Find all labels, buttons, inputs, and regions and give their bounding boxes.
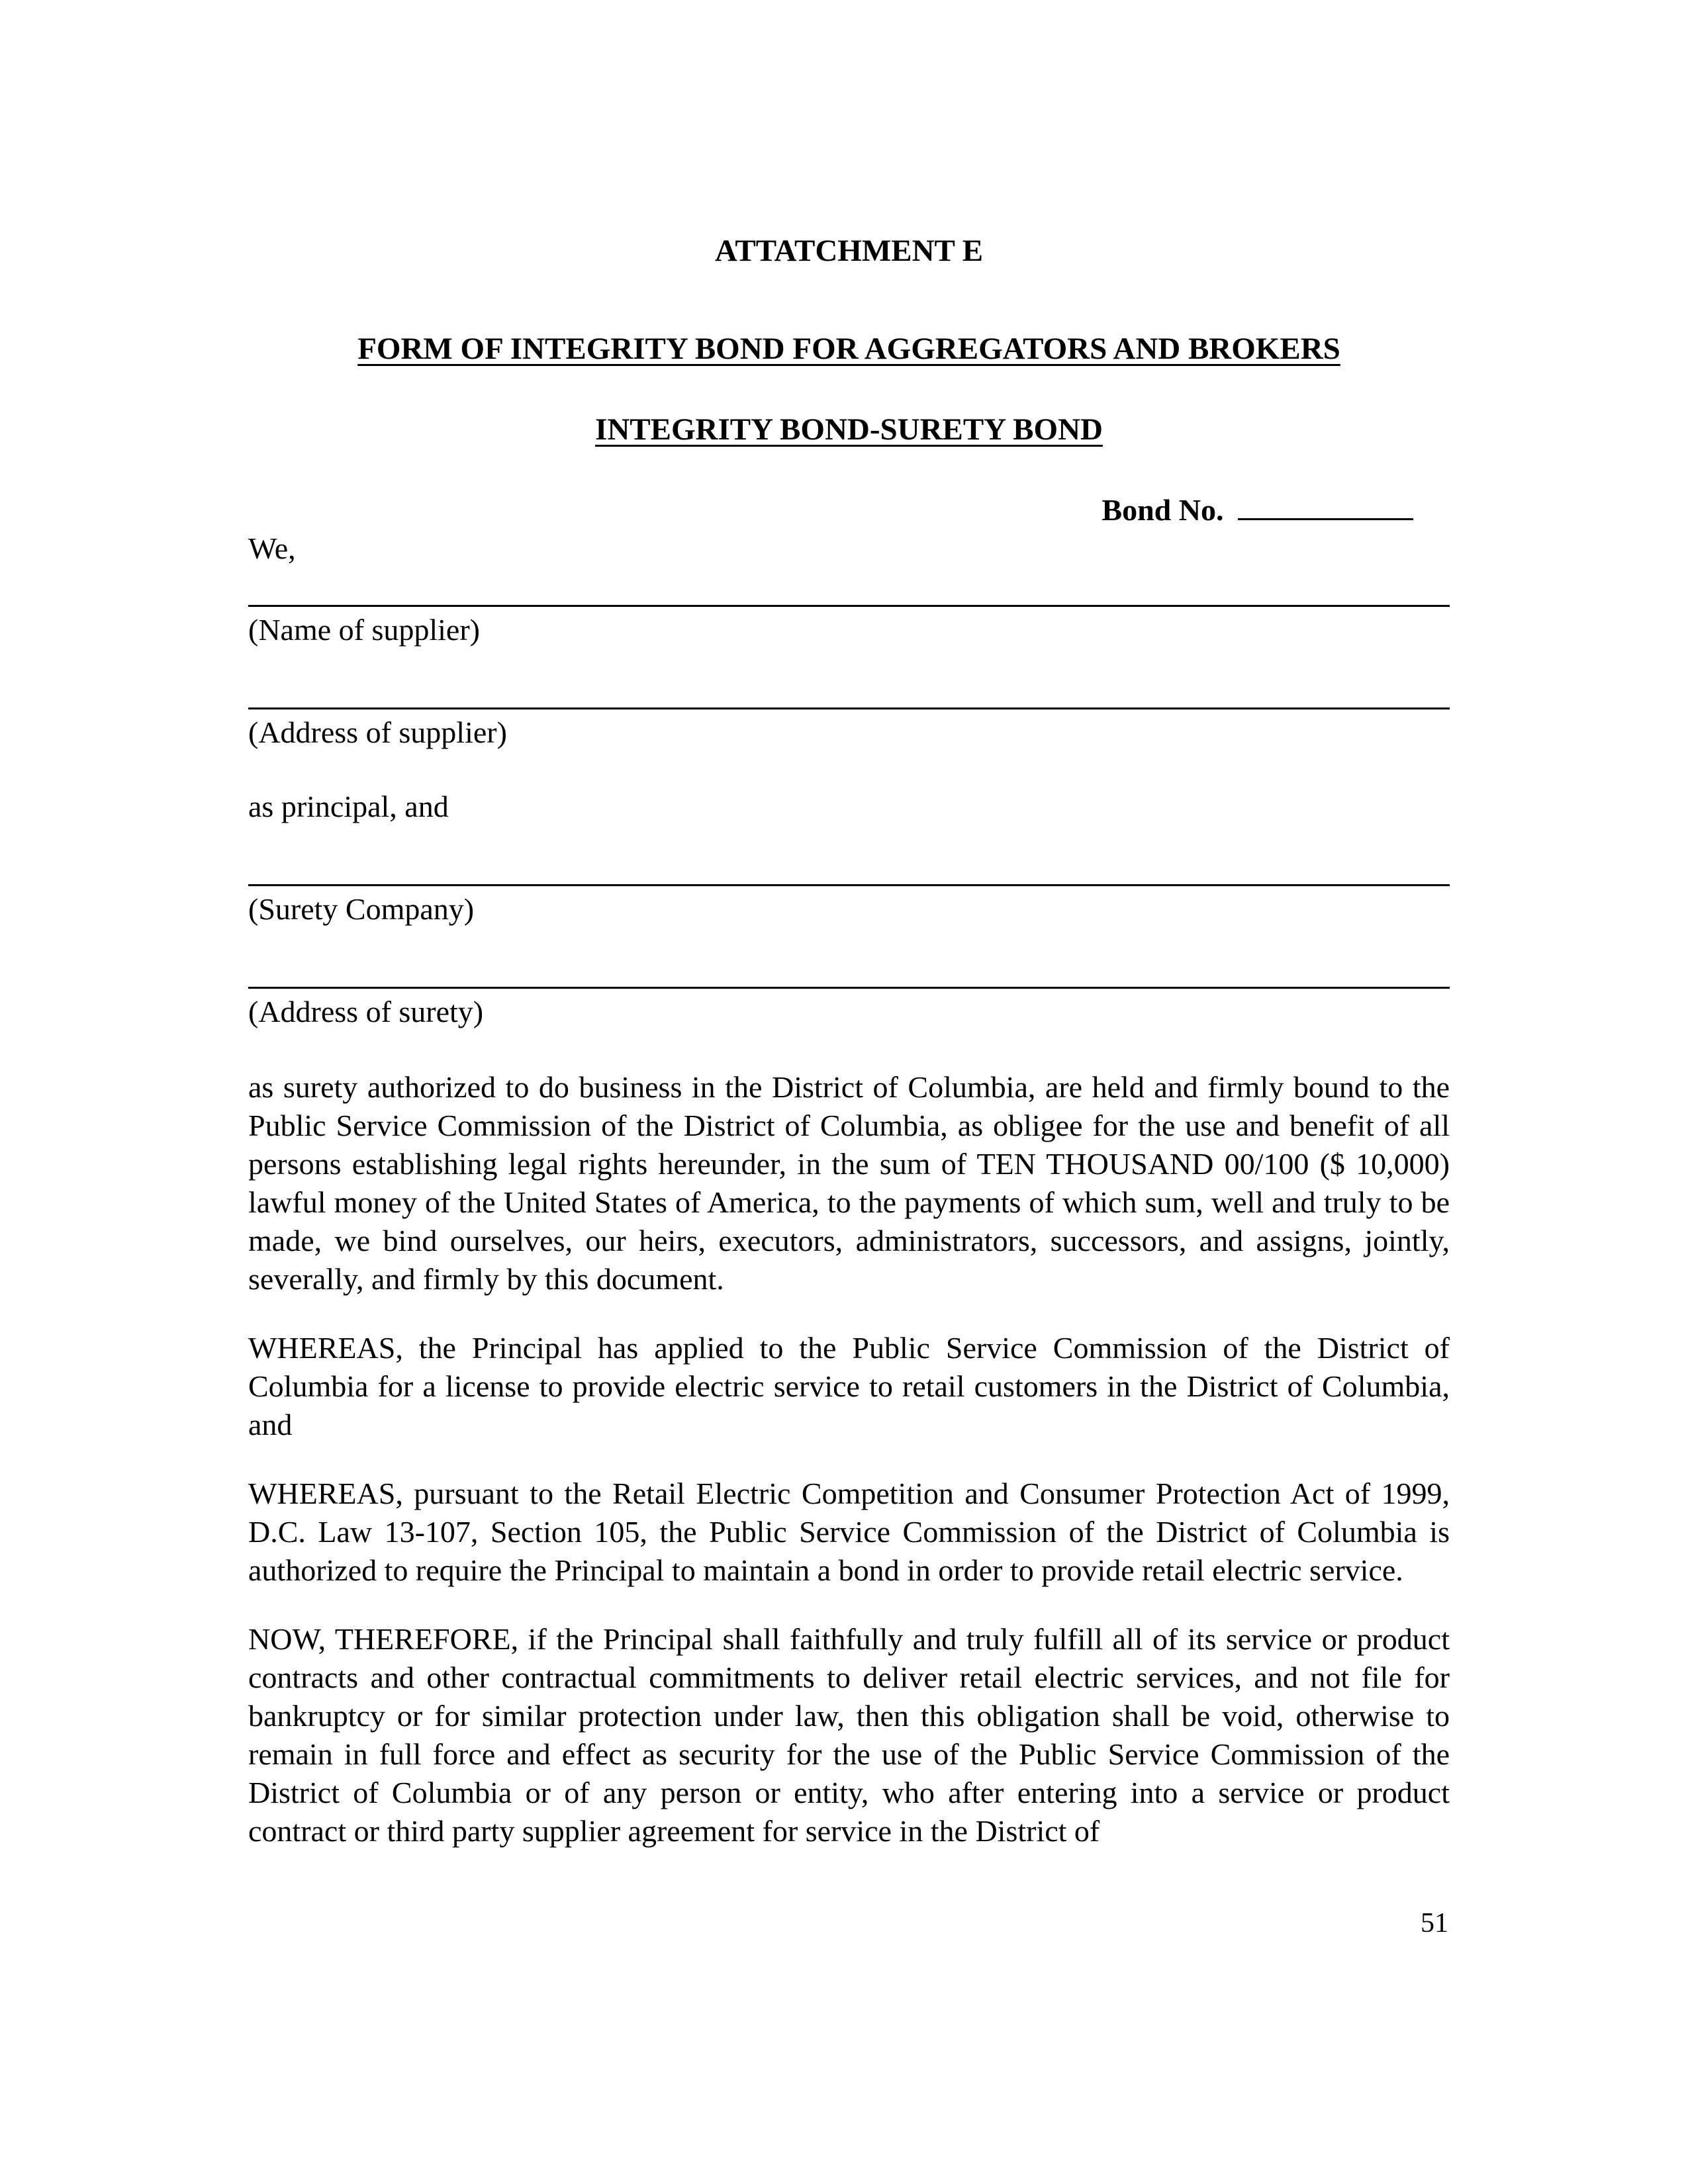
integrity-bond-heading: [248, 410, 1450, 449]
page-number: 51: [1421, 1908, 1448, 1938]
integrity-bond-heading-text: INTEGRITY BOND-SURETY BOND: [595, 412, 1103, 447]
surety-company-label: (Surety Company): [248, 892, 475, 926]
surety-company-line: [248, 884, 1450, 886]
paragraph-surety-bound: as surety authorized to do business in the District of Columbia, are held and firmly bound to the Public Service Commission of the District of Columbia, as obligee for the use and benefit of all persons establishing legal rights hereunder, in the sum of TEN THOUSAND 00/100 ($ 10,000) lawful money of the United States of America, to the payments of which sum, well and truly to be made, we bind ourselves, our heirs, executors, administrators, successors, and assigns, jointly, severally, and firmly by this document.: [248, 1070, 1450, 1296]
bond-number-label: Bond No.: [1102, 493, 1224, 527]
supplier-name-line: [248, 605, 1450, 607]
supplier-address-label: (Address of supplier): [248, 715, 507, 749]
form-of-bond-heading: [248, 330, 1450, 368]
paragraph-now-therefore: NOW, THEREFORE, if the Principal shall faithfully and truly fulfill all of its service or product contracts and other contractual commitments to deliver retail electric services, and not file for bankruptcy or for similar protection under law, then this obligation shall be void, otherwise to remain in full force and effect as security for the use of the Public Service Commission of the District of Columbia or of any person or entity, who after entering into a service or product contract or third party supplier agreement for service in the District of: [248, 1622, 1450, 1848]
bond-number-row: [248, 491, 1450, 529]
bond-number-blank: [1238, 492, 1413, 520]
we-text: We,: [248, 531, 296, 565]
supplier-address-line: [248, 707, 1450, 709]
supplier-name-label: (Name of supplier): [248, 613, 480, 647]
principal-text: as principal, and: [248, 790, 449, 823]
surety-address-label: (Address of surety): [248, 995, 484, 1028]
paragraph-whereas-act: WHEREAS, pursuant to the Retail Electric Competition and Consumer Protection Act of 1999, D.C. Law 13-107, Section 105, the Public Service Commission of the District of Columbia is authorized to require the Principal to maintain a bond in order to provide retail electric service.: [248, 1477, 1450, 1587]
form-of-bond-heading-text: FORM OF INTEGRITY BOND FOR AGGREGATORS AND BROKERS: [357, 332, 1340, 366]
surety-address-line: [248, 987, 1450, 989]
attachment-title: ATTATCHMENT E: [714, 234, 984, 268]
paragraph-whereas-license: WHEREAS, the Principal has applied to the Public Service Commission of the District of Columbia for a license to provide electric service to retail customers in the District of Columbia, and: [248, 1331, 1450, 1441]
